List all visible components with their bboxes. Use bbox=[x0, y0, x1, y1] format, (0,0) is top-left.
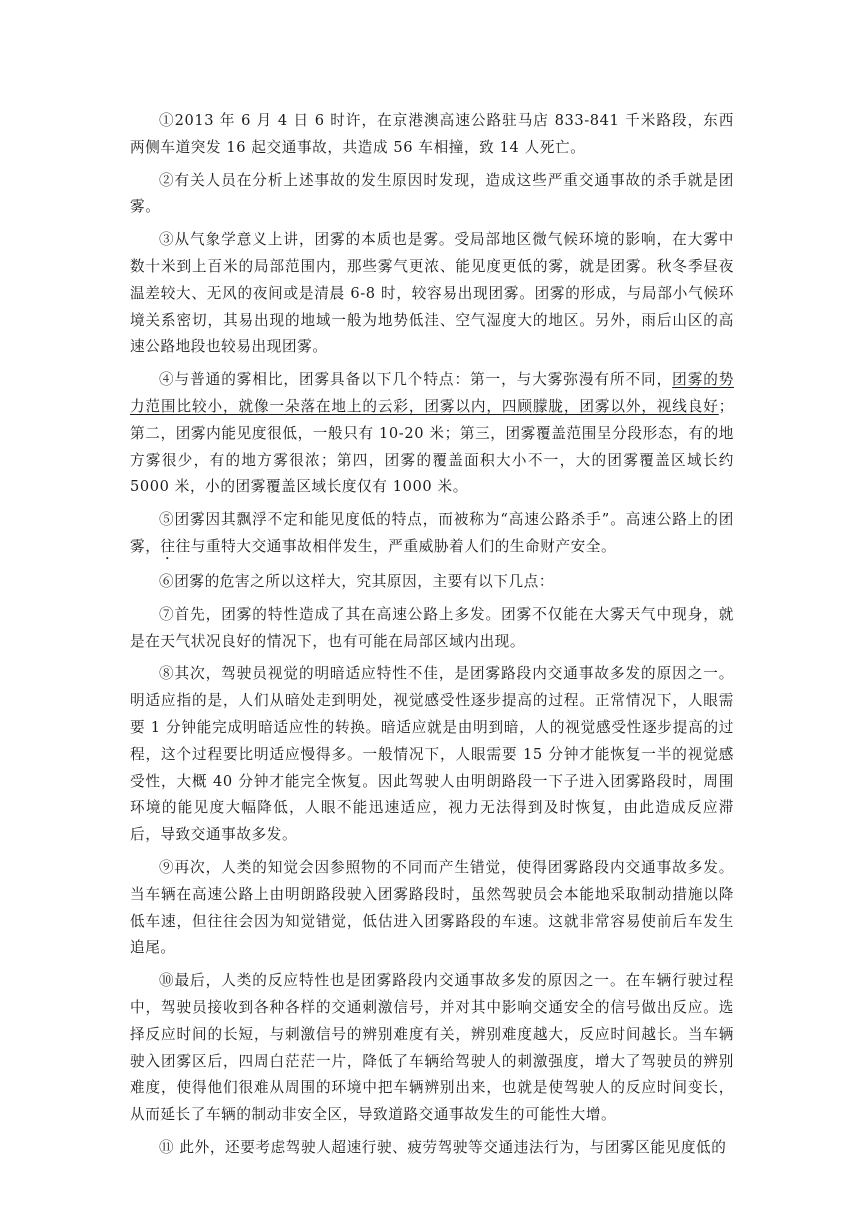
paragraph-10: ⑩最后，人类的反应特性也是团雾路段内交通事故多发的原因之一。在车辆行驶过程中，驾驶员接收到各种各样的交通刺激信号，并对其中影响交通安全的信号做出反应。选择反应时间的长短，与刺激信号的辨别难度有关，辨别难度越大，反应时间越长。当车辆驶入团雾区后，四周白茫茫一片，降低了车辆给驾驶人的刺激强度，增大了驾驶员的辨别难度，使得他们很难从周围的环境中把车辆辨别出来，也就是使驾驶人的反应时间变长，从而延长了车辆的制动非安全区，导致道路交通事故发生的可能性大增。 bbox=[130, 972, 734, 1124]
paragraph-11: ⑪ 此外，还要考虑驾驶人超速行驶、疲劳驾驶等交通违法行为，与团雾区能见度低的 bbox=[159, 1138, 727, 1156]
paragraph-5 bbox=[130, 507, 734, 563]
paragraph-2: ②有关人员在分析上述事故的发生原因时发现，造成这些严重交通事故的杀手就是团雾。 bbox=[130, 171, 734, 216]
paragraph-6: ⑥团雾的危害之所以这样大，究其原因，主要有以下几点： bbox=[159, 572, 555, 590]
paragraph-5-intro: ⑤团雾因其飘浮不定和能见度低的特点，而被称为“高速公路杀手”。高速公路上的团雾， bbox=[130, 511, 734, 555]
paragraph-5-emphasized-char: 往 bbox=[160, 537, 176, 555]
document-page bbox=[130, 108, 734, 1168]
paragraph-5-rest: 往与重特大交通事故相伴发生，严重威胁着人们的生命财产安全。 bbox=[175, 537, 617, 555]
paragraph-4-intro: ④与普通的雾相比，团雾具备以下几个特点：第一，与大雾弥漫有所不同， bbox=[159, 371, 673, 389]
paragraph-3: ③从气象学意义上讲，团雾的本质也是雾。受局部地区微气候环境的影响，在大雾中数十米到上百米的局部范围内，那些雾气更浓、能见度更低的雾，就是团雾。秋冬季昼夜温差较大、无风的夜间或是清晨 6-8 时，较容易出现团雾。团雾的形成，与局部小气候环境关系密切，其易出现的地域一般为地势低洼、空气湿度大的地区。另外，雨后山区的高速公路地段也较易出现团雾。 bbox=[130, 231, 734, 356]
paragraph-7: ⑦首先，团雾的特性造成了其在高速公路上多发。团雾不仅能在大雾天气中现身，就是在天气状况良好的情况下，也有可能在局部区域内出现。 bbox=[130, 605, 734, 650]
paragraph-8: ⑧其次，驾驶员视觉的明暗适应特性不佳，是团雾路段内交通事故多发的原因之一。明适应指的是，人们从暗处走到明处，视觉感受性逐步提高的过程。正常情况下，人眼需要 1 分钟能完成明暗适应性的转换。暗适应就是由明到暗，人的视觉感受性逐步提高的过程，这个过程要比明适应慢得多。一般情况下，人眼需要 15 分钟才能恢复一半的视觉感受性，大概 40 分钟才能完全恢复。因此驾驶人由明朗路段一下子进入团雾路段时，周围环境的能见度大幅降低，人眼不能迅速适应，视力无法得到及时恢复，由此造成反应滞后，导致交通事故多发。 bbox=[130, 665, 734, 844]
paragraph-9: ⑨再次，人类的知觉会因参照物的不同而产生错觉，使得团雾路段内交通事故多发。当车辆在高速公路上由明朗路段驶入团雾路段时，虽然驾驶员会本能地采取制动措施以降低车速，但往往会因为知觉错觉，低估进入团雾路段的车速。这就非常容易使前后车发生追尾。 bbox=[130, 858, 734, 957]
paragraph-4-rest: ；第二，团雾内能见度很低，一般只有 10-20 米；第三，团雾覆盖范围呈分段形态，有的地方雾很少，有的地方雾很浓；第四，团雾的覆盖面积大小不一，大的团雾覆盖区域长约 5000 米，小的团雾覆盖区域长度仅有 1000 米。 bbox=[130, 397, 734, 496]
paragraph-1: ①2013 年 6 月 4 日 6 时许，在京港澳高速公路驻马店 833-841 千米路段，东西两侧车道突发 16 起交通事故，共造成 56 车相撞，致 14 人死亡。 bbox=[130, 112, 734, 156]
paragraph-4-underlined-sentence: 团雾的势力范围比较小，就像一朵落在地上的云彩，团雾以内，四顾朦胧，团雾以外，视线良好 bbox=[130, 371, 734, 415]
paragraph-4 bbox=[130, 367, 734, 501]
